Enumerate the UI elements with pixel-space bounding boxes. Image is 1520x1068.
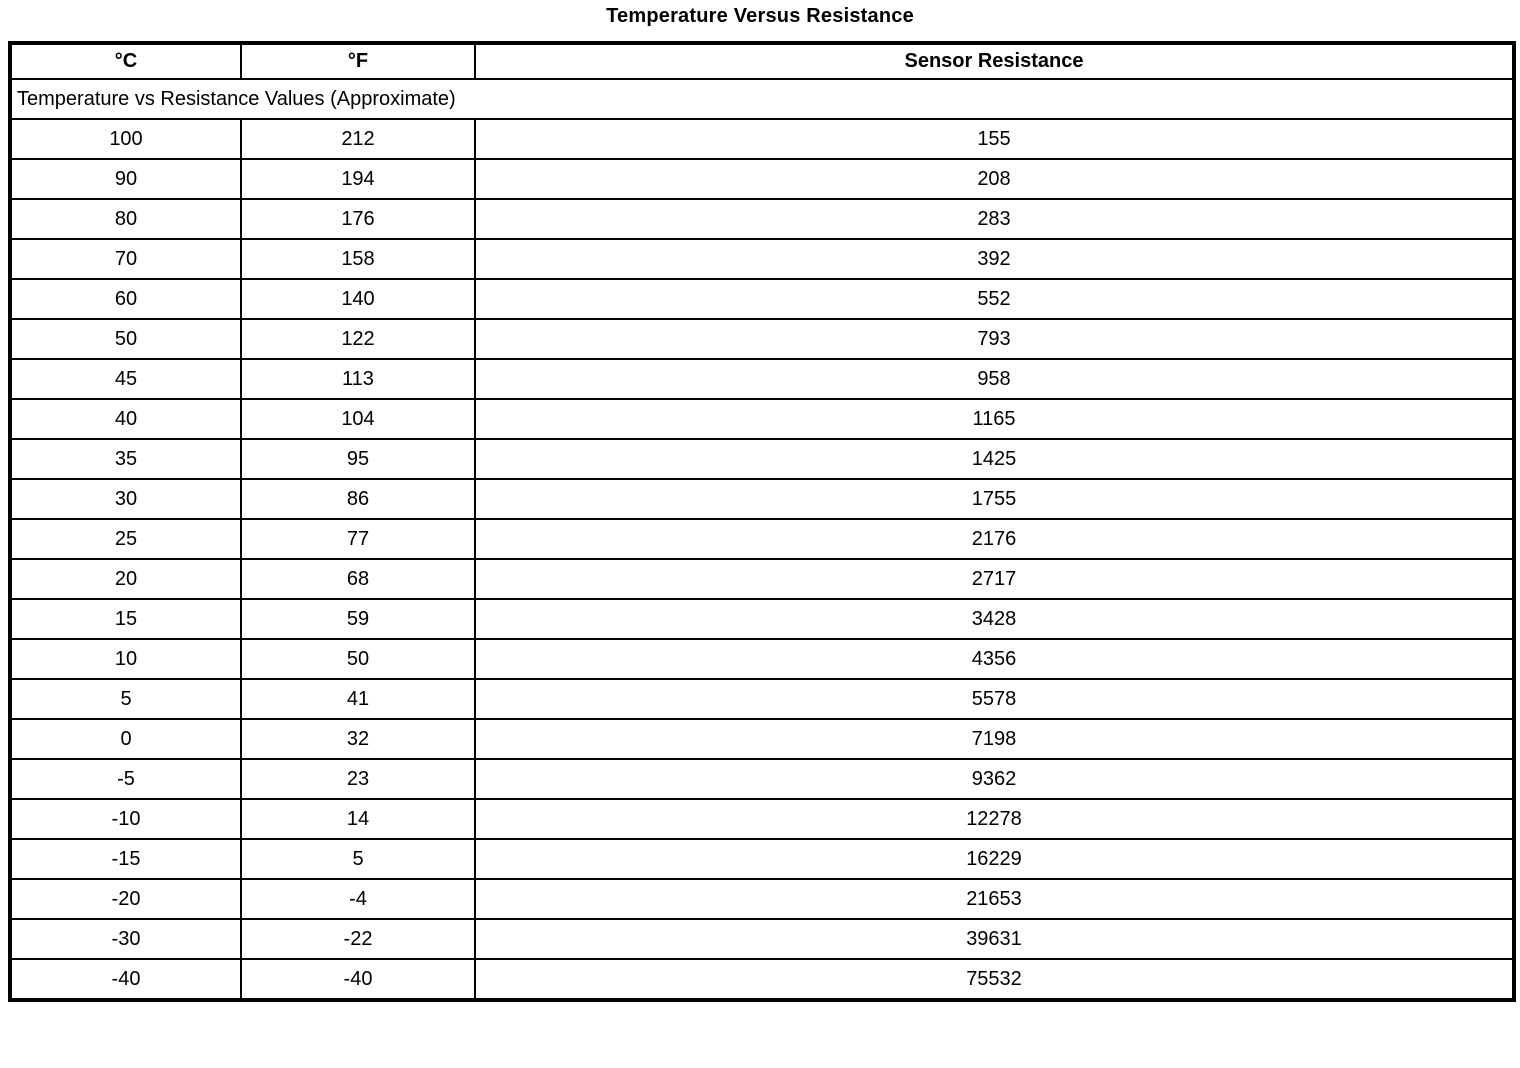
cell-celsius: 60 <box>10 279 241 319</box>
cell-fahrenheit: 86 <box>241 479 475 519</box>
column-header-sensor-resistance: Sensor Resistance <box>475 43 1514 79</box>
cell-sensor-resistance: 21653 <box>475 879 1514 919</box>
cell-fahrenheit: -22 <box>241 919 475 959</box>
cell-celsius: 90 <box>10 159 241 199</box>
cell-fahrenheit: 5 <box>241 839 475 879</box>
cell-celsius: 50 <box>10 319 241 359</box>
table-row <box>10 719 1514 759</box>
table-row <box>10 239 1514 279</box>
cell-celsius: -10 <box>10 799 241 839</box>
cell-celsius: 15 <box>10 599 241 639</box>
cell-celsius: -20 <box>10 879 241 919</box>
cell-fahrenheit: 59 <box>241 599 475 639</box>
cell-celsius: 25 <box>10 519 241 559</box>
table-row <box>10 159 1514 199</box>
table-row <box>10 599 1514 639</box>
cell-fahrenheit: 68 <box>241 559 475 599</box>
column-header-fahrenheit: °F <box>241 43 475 79</box>
cell-sensor-resistance: 1755 <box>475 479 1514 519</box>
cell-sensor-resistance: 2717 <box>475 559 1514 599</box>
table-subheader: Temperature vs Resistance Values (Approximate) <box>10 79 1514 119</box>
cell-sensor-resistance: 392 <box>475 239 1514 279</box>
cell-sensor-resistance: 75532 <box>475 959 1514 1000</box>
cell-sensor-resistance: 9362 <box>475 759 1514 799</box>
cell-celsius: 80 <box>10 199 241 239</box>
cell-sensor-resistance: 1425 <box>475 439 1514 479</box>
cell-celsius: -5 <box>10 759 241 799</box>
table-row <box>10 199 1514 239</box>
cell-fahrenheit: 176 <box>241 199 475 239</box>
cell-celsius: 40 <box>10 399 241 439</box>
table-row <box>10 679 1514 719</box>
cell-celsius: 20 <box>10 559 241 599</box>
cell-celsius: 5 <box>10 679 241 719</box>
table-row <box>10 919 1514 959</box>
cell-fahrenheit: 32 <box>241 719 475 759</box>
cell-sensor-resistance: 1165 <box>475 399 1514 439</box>
cell-celsius: -15 <box>10 839 241 879</box>
cell-fahrenheit: 104 <box>241 399 475 439</box>
table-row <box>10 439 1514 479</box>
cell-fahrenheit: 113 <box>241 359 475 399</box>
table-header-row <box>10 43 1514 79</box>
table-body <box>10 119 1514 1000</box>
cell-fahrenheit: 41 <box>241 679 475 719</box>
temperature-resistance-table <box>8 41 1516 1002</box>
cell-fahrenheit: 158 <box>241 239 475 279</box>
table-row <box>10 759 1514 799</box>
cell-sensor-resistance: 958 <box>475 359 1514 399</box>
cell-celsius: 45 <box>10 359 241 399</box>
cell-sensor-resistance: 208 <box>475 159 1514 199</box>
cell-sensor-resistance: 283 <box>475 199 1514 239</box>
table-row <box>10 559 1514 599</box>
column-header-celsius: °C <box>10 43 241 79</box>
cell-sensor-resistance: 793 <box>475 319 1514 359</box>
cell-celsius: -30 <box>10 919 241 959</box>
cell-celsius: 70 <box>10 239 241 279</box>
table-row <box>10 359 1514 399</box>
table-row <box>10 639 1514 679</box>
cell-celsius: -40 <box>10 959 241 1000</box>
cell-fahrenheit: -40 <box>241 959 475 1000</box>
cell-celsius: 30 <box>10 479 241 519</box>
cell-sensor-resistance: 4356 <box>475 639 1514 679</box>
cell-sensor-resistance: 3428 <box>475 599 1514 639</box>
table-row <box>10 519 1514 559</box>
table-row <box>10 799 1514 839</box>
table-row <box>10 479 1514 519</box>
table-row <box>10 399 1514 439</box>
cell-fahrenheit: -4 <box>241 879 475 919</box>
cell-fahrenheit: 212 <box>241 119 475 159</box>
cell-fahrenheit: 14 <box>241 799 475 839</box>
page-title: Temperature Versus Resistance <box>606 5 914 27</box>
cell-fahrenheit: 194 <box>241 159 475 199</box>
cell-fahrenheit: 95 <box>241 439 475 479</box>
cell-sensor-resistance: 12278 <box>475 799 1514 839</box>
table-row <box>10 839 1514 879</box>
cell-sensor-resistance: 5578 <box>475 679 1514 719</box>
cell-celsius: 0 <box>10 719 241 759</box>
cell-fahrenheit: 140 <box>241 279 475 319</box>
cell-celsius: 100 <box>10 119 241 159</box>
table-subheader-row <box>10 79 1514 119</box>
cell-celsius: 35 <box>10 439 241 479</box>
cell-celsius: 10 <box>10 639 241 679</box>
cell-sensor-resistance: 155 <box>475 119 1514 159</box>
cell-fahrenheit: 23 <box>241 759 475 799</box>
table-row <box>10 879 1514 919</box>
cell-sensor-resistance: 2176 <box>475 519 1514 559</box>
cell-sensor-resistance: 7198 <box>475 719 1514 759</box>
cell-fahrenheit: 50 <box>241 639 475 679</box>
table-row <box>10 119 1514 159</box>
table-row <box>10 959 1514 1000</box>
table-row <box>10 319 1514 359</box>
cell-fahrenheit: 77 <box>241 519 475 559</box>
cell-sensor-resistance: 16229 <box>475 839 1514 879</box>
cell-sensor-resistance: 552 <box>475 279 1514 319</box>
cell-fahrenheit: 122 <box>241 319 475 359</box>
cell-sensor-resistance: 39631 <box>475 919 1514 959</box>
table-row <box>10 279 1514 319</box>
